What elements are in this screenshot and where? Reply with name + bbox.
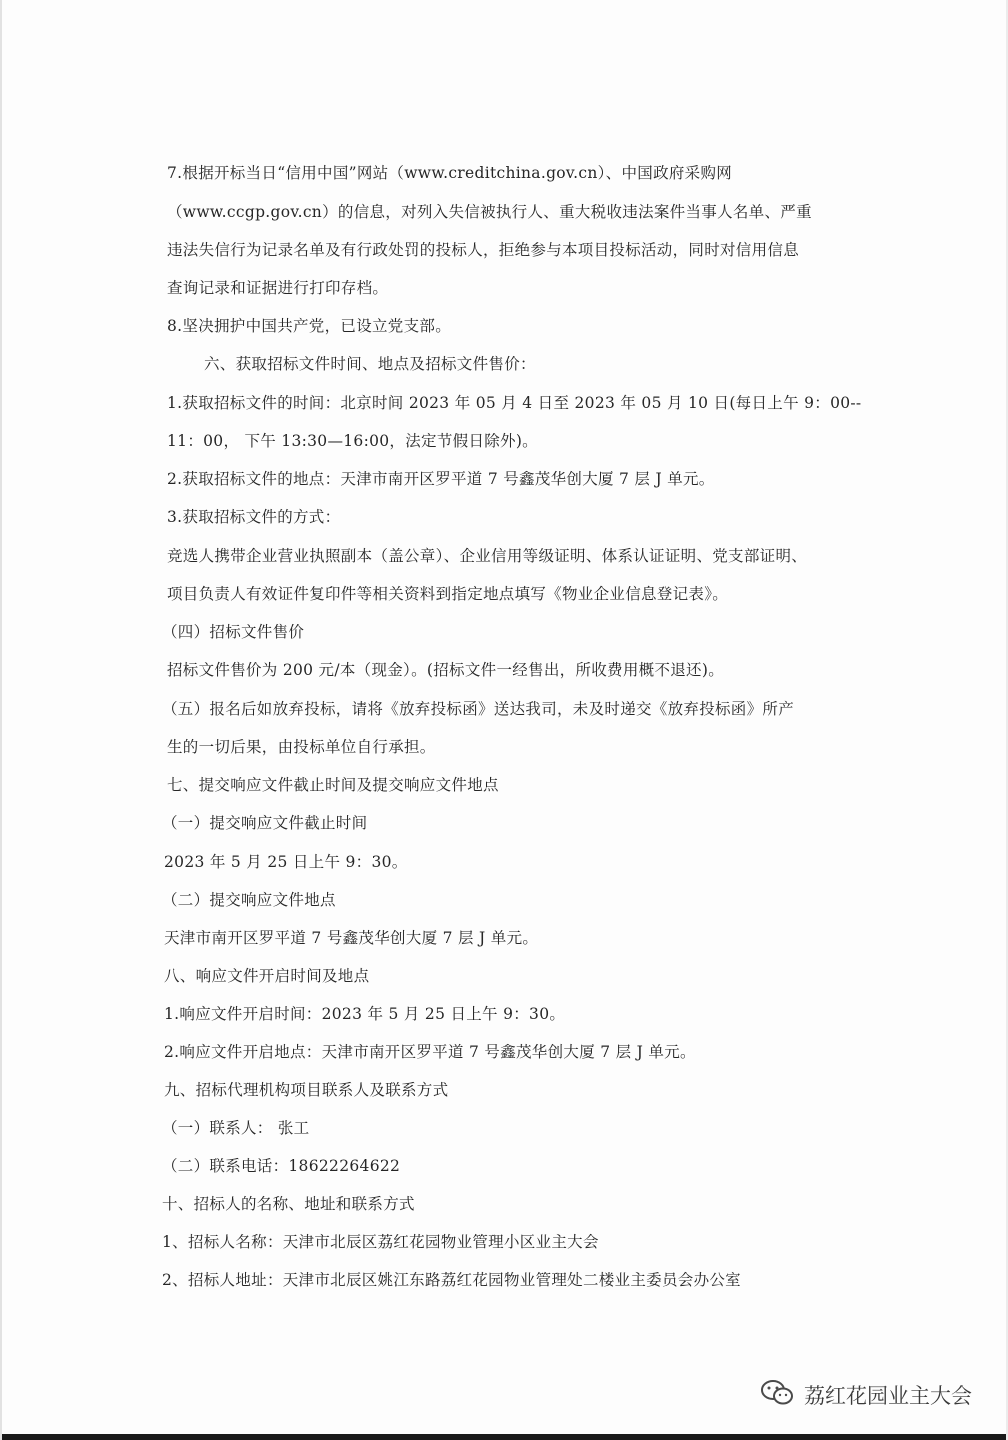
text-line: 8.坚决拥护中国共产党，已设立党支部。 [167, 317, 451, 335]
section-heading: 九、招标代理机构项目联系人及联系方式 [164, 1081, 449, 1099]
text-line: （五）报名后如放弃投标，请将《放弃投标函》送达我司，未及时递交《放弃投标函》所产 [162, 700, 795, 718]
text-line: 2.获取招标文件的地点：天津市南开区罗平道 7 号鑫茂华创大厦 7 层 J 单元。 [167, 470, 715, 488]
text-line: 天津市南开区罗平道 7 号鑫茂华创大厦 7 层 J 单元。 [164, 929, 539, 947]
text-line: 11：00， 下午 13:30—16:00，法定节假日除外)。 [167, 432, 538, 450]
text-line: 违法失信行为记录名单及有行政处罚的投标人，拒绝参与本项目投标活动，同时对信用信息 [167, 241, 800, 259]
text-line: 查询记录和证据进行打印存档。 [167, 279, 389, 297]
text-line: （二）联系电话：18622264622 [162, 1157, 401, 1175]
text-line: 生的一切后果，由投标单位自行承担。 [167, 738, 436, 756]
subsection-heading: （二）提交响应文件地点 [162, 891, 336, 909]
wechat-icon [760, 1378, 794, 1411]
wechat-watermark [760, 1378, 972, 1411]
section-heading: 十、招标人的名称、地址和联系方式 [162, 1195, 415, 1213]
text-line: 2023 年 5 月 25 日上午 9：30。 [164, 853, 408, 871]
text-line: 2.响应文件开启地点：天津市南开区罗平道 7 号鑫茂华创大厦 7 层 J 单元。 [164, 1043, 696, 1061]
text-line: 招标文件售价为 200 元/本（现金）。(招标文件一经售出，所收费用概不退还)。 [167, 661, 725, 679]
text-line: 3.获取招标文件的方式： [167, 508, 341, 526]
text-line: （一）联系人： 张工 [162, 1119, 310, 1137]
text-line: 7.根据开标当日“信用中国”网站（www.creditchina.gov.cn）、中国政府采购网 [167, 164, 733, 182]
text-line: 项目负责人有效证件复印件等相关资料到指定地点填写《物业企业信息登记表》。 [167, 585, 729, 603]
text-line: 1.响应文件开启时间：2023 年 5 月 25 日上午 9：30。 [164, 1005, 566, 1023]
bottom-edge [2, 1434, 1006, 1440]
section-heading: 六、获取招标文件时间、地点及招标文件售价： [204, 355, 536, 373]
section-heading: 八、响应文件开启时间及地点 [164, 967, 370, 985]
text-line: （www.ccgp.gov.cn）的信息，对列入失信被执行人、重大税收违法案件当事人名单、严重 [167, 203, 812, 221]
text-line: 1.获取招标文件的时间：北京时间 2023 年 05 月 4 日至 2023 年 05 月 10 日(每日上午 9：00-- [167, 394, 862, 412]
subsection-heading: （一）提交响应文件截止时间 [162, 814, 368, 832]
account-name: 荔红花园业主大会 [804, 1383, 972, 1408]
text-line: 2、招标人地址：天津市北辰区姚江东路荔红花园物业管理处二楼业主委员会办公室 [162, 1271, 741, 1289]
text-line: 1、招标人名称：天津市北辰区荔红花园物业管理小区业主大会 [162, 1233, 599, 1251]
subsection-heading: （四）招标文件售价 [162, 623, 305, 641]
text-line: 竞选人携带企业营业执照副本（盖公章）、企业信用等级证明、体系认证证明、党支部证明、 [167, 547, 808, 565]
section-heading: 七、提交响应文件截止时间及提交响应文件地点 [167, 776, 499, 794]
